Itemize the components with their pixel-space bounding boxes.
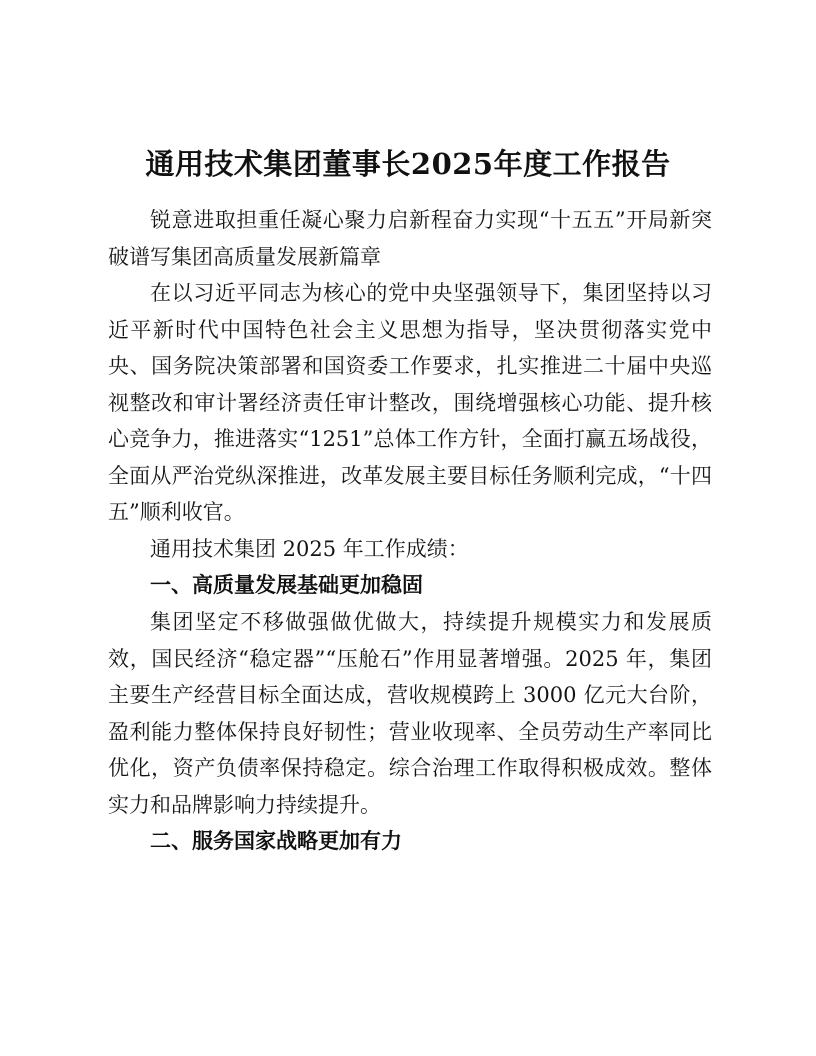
paragraph-1: 在以习近平同志为核心的党中央坚强领导下，集团坚持以习近平新时代中国特色社会主义思想为指导，坚决贯彻落实党中央、国务院决策部署和国资委工作要求，扎实推进二十届中央巡视整改和审计署经济责任审计整改，围绕增强核心功能、提升核心竞争力，推进落实“1251”总体工作方针，全面打赢五场战役，全面从严治党纵深推进，改革发展主要目标任务顺利完成，“十四五”顺利收官。 — [108, 281, 712, 524]
paragraph-2: 通用技术集团 2025 年工作成绩： — [150, 537, 469, 561]
document-subtitle: 锐意进取担重任凝心聚力启新程奋力实现“十五五”开局新突破谱写集团高质量发展新篇章 — [108, 208, 712, 269]
document-title: 通用技术集团董事长2025年度工作报告 — [145, 147, 671, 181]
paragraph-3: 集团坚定不移做强做优做大，持续提升规模实力和发展质效，国民经济“稳定器”“压舱石”作用显著增强。2025 年，集团主要生产经营目标全面达成，营收规模跨上 3000 亿元大台阶，盈利能力整体保持良好韧性；营业收现率、全员劳动生产率同比优化，资产负债率保持稳定。综合治理工作取得积极成效。整体实力和品牌影响力持续提升。 — [108, 610, 712, 817]
section-heading-2: 二、服务国家战略更加有力 — [150, 829, 402, 853]
section-heading-1: 一、高质量发展基础更加稳固 — [150, 573, 423, 597]
